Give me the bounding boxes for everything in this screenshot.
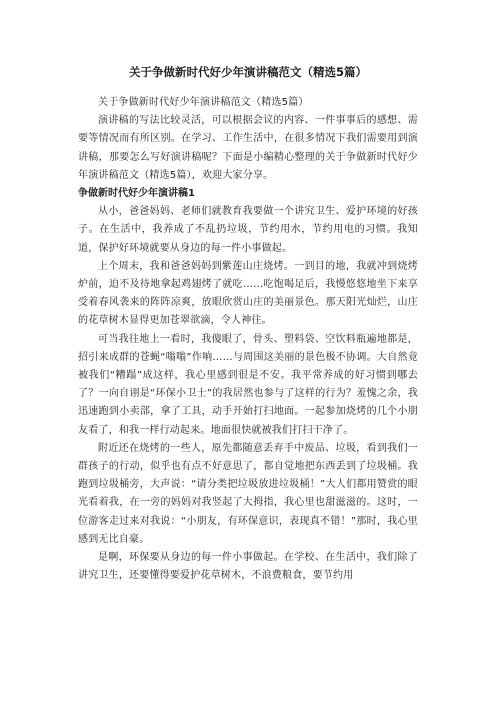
body-paragraph-5: 是啊，环保要从身边的每一件小事做起。在学校、在生活中，我们除了讲究卫生，还要懂得要爱护花草树木，不浪费粮食，要节约用 [78,552,418,582]
intro-paragraph: 演讲稿的写法比较灵活，可以根据会议的内容、一件事事后的感想、需要等情况而有所区别。在学习、工作生活中，在很多情况下我们需要用到演讲稿，那要怎么写好演讲稿呢？下面是小编精心整理的关于争做新时代好少年演讲稿范文（精选5篇），欢迎大家分享。 [78,115,418,181]
document-title: 关于争做新时代好少年演讲稿范文（精选5篇） [129,65,367,79]
intro-title-line: 关于争做新时代好少年演讲稿范文（精选5篇） [98,97,309,108]
body-paragraph-4: 附近还在烧烤的一些人，原先都随意丢弃手中废品、垃圾，看到我们一群孩子的行动，似乎也有点不好意思了，都自觉地把东西丢到了垃圾桶。我跑到垃圾桶旁，大声说：“请分类把垃圾放进垃圾桶！”大人们都用赞赏的眼光看着我，在一旁的妈妈对我竖起了大拇指，我心里也甜滋滋的。这时，一位游客走过来对我说：“小朋友，有环保意识，表现真不错！”那时，我心里感到无比自豪。 [78,442,418,545]
section-heading: 争做新时代好少年演讲稿1 [78,188,195,200]
body-paragraph-1: 从小，爸爸妈妈、老师们就教育我要做一个讲究卫生、爱护环境的好孩子。在生活中，我养成了不乱扔垃圾，节约用水，节约用电的习惯。我知道，保护好环境就要从身边的每一件小事做起。 [78,206,418,254]
body-paragraph-2: 上个周末，我和爸爸妈妈到紫莲山庄烧烤。一到目的地，我就冲到烧烤炉前，迫不及待地拿起鸡翅烤了就吃……吃饱喝足后，我慢悠悠地坐下来享受着春风袭来的阵阵凉爽，放眼欣赏山庄的美丽景色。那天阳光灿烂，山庄的花草树木显得更加苍翠欲滴，令人神往。 [78,260,418,327]
body-paragraph-3: 可当我往地上一看时，我傻眼了，骨头、塑料袋、空饮料瓶遍地都是，招引来成群的苍蝇“嗡嗡”作响……与周围这美丽的景色极不协调。大自然竟被我们“糟蹋”成这样，我心里感到很是不安。我平常养成的好习惯到哪去了？一向自诩是“环保小卫士”的我居然也参与了这样的行为？羞愧之余，我迅速跑到小卖部，拿了工具，动手开始打扫地面。一起参加烧烤的几个小朋友看了，和我一样行动起来。地面很快就被我们打扫干净了。 [78,333,418,436]
